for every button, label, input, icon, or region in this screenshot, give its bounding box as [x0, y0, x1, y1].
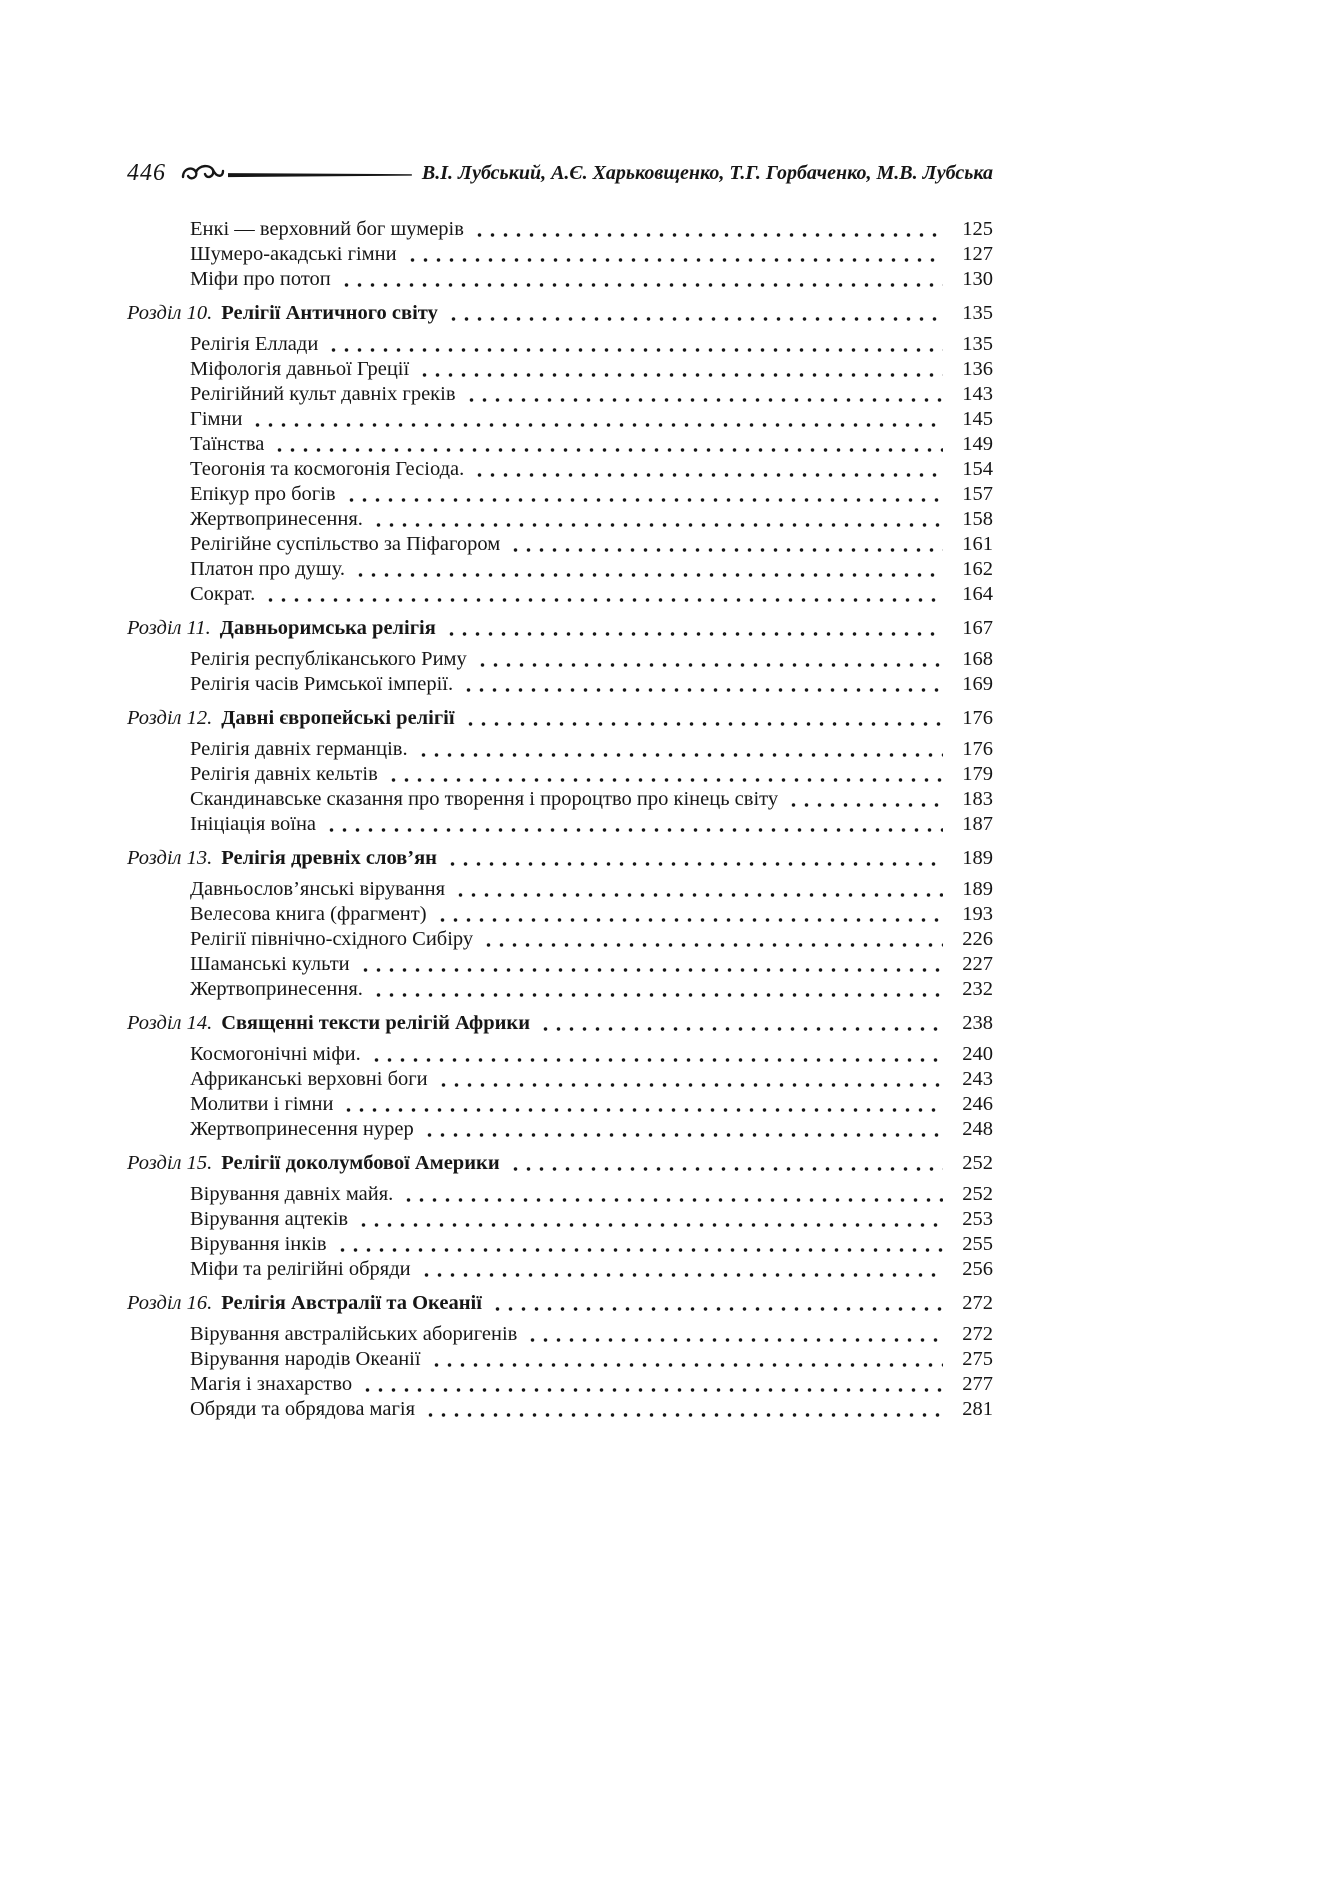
- chapter-title-label: Релігії доколумбової Америки: [221, 1152, 500, 1174]
- page-header: [127, 160, 993, 187]
- toc-entry-row: [127, 1092, 993, 1117]
- entry-label: Релігії північно-східного Сибіру: [190, 928, 474, 950]
- entry-label: Обряди та обрядова магія: [190, 1398, 416, 1420]
- chapter-prefix-label: Розділ 14.: [127, 1012, 213, 1034]
- entry-label: Вірування давніх майя.: [190, 1183, 394, 1205]
- toc: [127, 217, 993, 1422]
- entry-page-number: 164: [962, 583, 993, 605]
- toc-entry-row: [127, 407, 993, 432]
- toc-entry-row: [127, 952, 993, 977]
- entry-label: Релігія республіканського Риму: [190, 648, 467, 670]
- entry-label: Платон про душу.: [190, 558, 346, 580]
- toc-chapter-row: [127, 706, 993, 731]
- chapter-prefix-label: Розділ 13.: [127, 847, 213, 869]
- chapter-title-label: Релігія Австралії та Океанії: [221, 1292, 482, 1314]
- dot-leader: [340, 1092, 943, 1117]
- toc-entry-row: [127, 647, 993, 672]
- dot-leader: [463, 382, 943, 407]
- toc-entry-row: [127, 877, 993, 902]
- toc-chapter-row: [127, 1291, 993, 1316]
- entry-label: Енкі — верховний бог шумерів: [190, 218, 464, 240]
- dot-leader: [471, 457, 943, 482]
- toc-entry-row: [127, 382, 993, 407]
- entry-label: Міфи та релігійні обряди: [190, 1258, 411, 1280]
- dot-leader: [359, 1372, 943, 1397]
- entry-label: Гімни: [190, 408, 243, 430]
- toc-entry-row: [127, 357, 993, 382]
- entry-page-number: 169: [962, 673, 993, 695]
- entry-page-number: 253: [962, 1208, 993, 1230]
- entry-label: Шумеро-акадські гімни: [190, 243, 397, 265]
- toc-entry-row: [127, 762, 993, 787]
- entry-page-number: 154: [962, 458, 993, 480]
- chapter-title-label: Релігії Античного світу: [221, 302, 438, 324]
- entry-page-number: 232: [962, 978, 993, 1000]
- entry-label: Релігія Еллади: [190, 333, 319, 355]
- dot-leader: [421, 1117, 943, 1142]
- dot-leader: [416, 357, 943, 382]
- entry-label: Релігійне суспільство за Піфагором: [190, 533, 501, 555]
- dot-leader: [480, 927, 943, 952]
- dot-leader: [524, 1322, 943, 1347]
- entry-label: Вірування ацтеків: [190, 1208, 349, 1230]
- entry-label: Скандинавське сказання про творення і пророцтво про кінець світу: [190, 788, 779, 810]
- dot-leader: [507, 1151, 943, 1176]
- header-rule: [228, 171, 412, 179]
- dot-leader: [355, 1207, 943, 1232]
- dot-leader: [428, 1347, 943, 1372]
- dot-leader: [370, 977, 943, 1002]
- toc-entry-row: [127, 902, 993, 927]
- entry-label: Космогонічні міфи.: [190, 1043, 361, 1065]
- dot-leader: [352, 557, 943, 582]
- entry-page-number: 162: [962, 558, 993, 580]
- page-folio: 446: [127, 160, 166, 186]
- dot-leader: [474, 647, 943, 672]
- entry-page-number: 189: [962, 878, 993, 900]
- entry-label: Сократ.: [190, 583, 256, 605]
- entry-page-number: 277: [962, 1373, 993, 1395]
- entry-page-number: 149: [962, 433, 993, 455]
- toc-entry-row: [127, 482, 993, 507]
- toc-entry-row: [127, 582, 993, 607]
- toc-entry-row: [127, 432, 993, 457]
- chapter-page-number: 272: [962, 1292, 993, 1314]
- dot-leader: [434, 902, 943, 927]
- toc-chapter-row: [127, 846, 993, 871]
- chapter-title-label: Релігія древніх слов’ян: [221, 847, 437, 869]
- entry-page-number: 125: [962, 218, 993, 240]
- entry-label: Міфи про потоп: [190, 268, 331, 290]
- chapter-page-number: 167: [962, 617, 993, 639]
- toc-entry-row: [127, 1322, 993, 1347]
- toc-chapter-row: [127, 301, 993, 326]
- entry-label: Шаманські культи: [190, 953, 350, 975]
- dot-leader: [343, 482, 943, 507]
- toc-entry-row: [127, 267, 993, 292]
- entry-label: Африканські верховні боги: [190, 1068, 428, 1090]
- entry-page-number: 135: [962, 333, 993, 355]
- dot-leader: [325, 332, 943, 357]
- entry-label: Міфологія давньої Греції: [190, 358, 410, 380]
- dot-leader: [444, 846, 943, 871]
- toc-chapter-row: [127, 1011, 993, 1036]
- entry-page-number: 281: [962, 1398, 993, 1420]
- entry-page-number: 227: [962, 953, 993, 975]
- toc-chapter-row: [127, 616, 993, 641]
- entry-page-number: 246: [962, 1093, 993, 1115]
- entry-label: Релігійний культ давніх греків: [190, 383, 456, 405]
- dot-leader: [404, 242, 943, 267]
- entry-page-number: 255: [962, 1233, 993, 1255]
- chapter-prefix-label: Розділ 11.: [127, 617, 211, 639]
- entry-label: Жертвопринесення.: [190, 978, 363, 1000]
- toc-entry-row: [127, 217, 993, 242]
- entry-label: Вірування австралійських аборигенів: [190, 1323, 518, 1345]
- chapter-page-number: 135: [962, 302, 993, 324]
- entry-label: Давньослов’янські вірування: [190, 878, 446, 900]
- entry-label: Молитви і гімни: [190, 1093, 334, 1115]
- toc-entry-row: [127, 1397, 993, 1422]
- dot-leader: [418, 1257, 943, 1282]
- entry-page-number: 145: [962, 408, 993, 430]
- dot-leader: [785, 787, 943, 812]
- chapter-title-label: Священні тексти релігій Африки: [221, 1012, 531, 1034]
- toc-entry-row: [127, 787, 993, 812]
- toc-entry-row: [127, 812, 993, 837]
- chapter-prefix-label: Розділ 12.: [127, 707, 213, 729]
- entry-label: Релігія часів Римської імперії.: [190, 673, 454, 695]
- entry-page-number: 158: [962, 508, 993, 530]
- entry-page-number: 252: [962, 1183, 993, 1205]
- chapter-title-label: Давні європейські релігії: [221, 707, 455, 729]
- entry-label: Релігія давніх кельтів: [190, 763, 378, 785]
- dot-leader: [443, 616, 943, 641]
- dot-leader: [489, 1291, 943, 1316]
- dot-leader: [262, 582, 943, 607]
- toc-entry-row: [127, 1042, 993, 1067]
- entry-page-number: 157: [962, 483, 993, 505]
- entry-page-number: 275: [962, 1348, 993, 1370]
- toc-entry-row: [127, 332, 993, 357]
- entry-page-number: 240: [962, 1043, 993, 1065]
- entry-page-number: 143: [962, 383, 993, 405]
- dot-leader: [422, 1397, 943, 1422]
- chapter-page-number: 252: [962, 1152, 993, 1174]
- toc-entry-row: [127, 1117, 993, 1142]
- chapter-prefix-label: Розділ 16.: [127, 1292, 213, 1314]
- entry-label: Вірування інків: [190, 1233, 327, 1255]
- chapter-page-number: 176: [962, 707, 993, 729]
- dot-leader: [537, 1011, 943, 1036]
- dot-leader: [370, 507, 943, 532]
- dot-leader: [334, 1232, 943, 1257]
- toc-entry-row: [127, 242, 993, 267]
- entry-page-number: 179: [962, 763, 993, 785]
- entry-page-number: 176: [962, 738, 993, 760]
- toc-entry-row: [127, 1372, 993, 1397]
- chapter-page-number: 189: [962, 847, 993, 869]
- entry-page-number: 161: [962, 533, 993, 555]
- chapter-prefix-label: Розділ 10.: [127, 302, 213, 324]
- header-authors: В.І. Лубський, А.Є. Харьковщенко, Т.Г. Горбаченко, М.В. Лубська: [421, 162, 993, 184]
- entry-page-number: 272: [962, 1323, 993, 1345]
- dot-leader: [507, 532, 943, 557]
- entry-label: Таїнства: [190, 433, 265, 455]
- dot-leader: [368, 1042, 943, 1067]
- toc-entry-row: [127, 507, 993, 532]
- dot-leader: [435, 1067, 943, 1092]
- toc-entry-row: [127, 1232, 993, 1257]
- entry-label: Релігія давніх германців.: [190, 738, 408, 760]
- entry-page-number: 256: [962, 1258, 993, 1280]
- toc-entry-row: [127, 977, 993, 1002]
- toc-entry-row: [127, 672, 993, 697]
- entry-label: Магія і знахарство: [190, 1373, 353, 1395]
- dot-leader: [460, 672, 943, 697]
- entry-label: Вірування народів Океанії: [190, 1348, 421, 1370]
- dot-leader: [471, 217, 943, 242]
- entry-label: Ініціація воїна: [190, 813, 317, 835]
- dot-leader: [323, 812, 943, 837]
- toc-entry-row: [127, 1182, 993, 1207]
- toc-entry-row: [127, 927, 993, 952]
- entry-page-number: 193: [962, 903, 993, 925]
- entry-page-number: 127: [962, 243, 993, 265]
- dot-leader: [415, 737, 943, 762]
- toc-entry-row: [127, 1207, 993, 1232]
- entry-page-number: 136: [962, 358, 993, 380]
- chapter-page-number: 238: [962, 1012, 993, 1034]
- entry-label: Жертвопринесення нурер: [190, 1118, 414, 1140]
- dot-leader: [400, 1182, 943, 1207]
- entry-label: Велесова книга (фрагмент): [190, 903, 427, 925]
- fleuron-ornament-icon: [180, 161, 226, 187]
- entry-page-number: 130: [962, 268, 993, 290]
- entry-page-number: 168: [962, 648, 993, 670]
- dot-leader: [462, 706, 943, 731]
- dot-leader: [271, 432, 943, 457]
- toc-entry-row: [127, 457, 993, 482]
- toc-entry-row: [127, 557, 993, 582]
- entry-page-number: 243: [962, 1068, 993, 1090]
- entry-page-number: 187: [962, 813, 993, 835]
- entry-page-number: 248: [962, 1118, 993, 1140]
- toc-entry-row: [127, 1347, 993, 1372]
- toc-chapter-row: [127, 1151, 993, 1176]
- dot-leader: [338, 267, 943, 292]
- chapter-prefix-label: Розділ 15.: [127, 1152, 213, 1174]
- dot-leader: [385, 762, 943, 787]
- entry-page-number: 183: [962, 788, 993, 810]
- toc-entry-row: [127, 532, 993, 557]
- entry-label: Епікур про богів: [190, 483, 336, 505]
- entry-label: Жертвопринесення.: [190, 508, 363, 530]
- toc-entry-row: [127, 1257, 993, 1282]
- toc-entry-row: [127, 737, 993, 762]
- chapter-title-label: Давньоримська релігія: [219, 617, 436, 639]
- toc-entry-row: [127, 1067, 993, 1092]
- dot-leader: [357, 952, 943, 977]
- dot-leader: [249, 407, 943, 432]
- dot-leader: [452, 877, 943, 902]
- dot-leader: [445, 301, 943, 326]
- entry-label: Теогонія та космогонія Гесіода.: [190, 458, 465, 480]
- entry-page-number: 226: [962, 928, 993, 950]
